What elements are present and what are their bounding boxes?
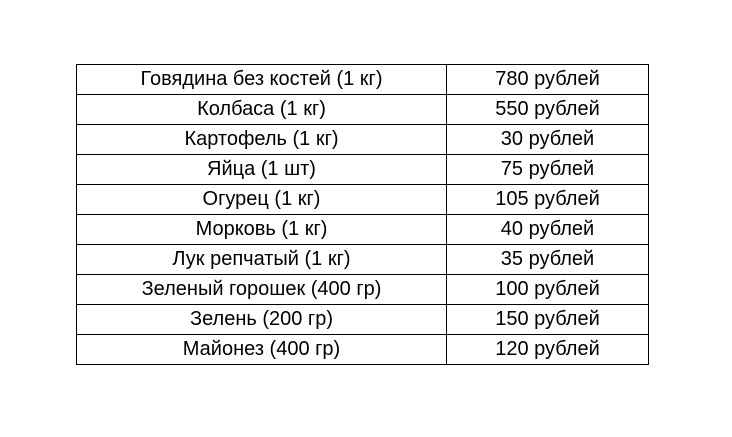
table-row: [77, 125, 649, 155]
table-row: [77, 155, 649, 185]
table-row: [77, 65, 649, 95]
item-price-cell: 780 рублей: [447, 65, 649, 95]
item-name-cell: Зеленый горошек (400 гр): [77, 275, 447, 305]
item-name-cell: Колбаса (1 кг): [77, 95, 447, 125]
item-name-cell: Морковь (1 кг): [77, 215, 447, 245]
item-name-cell: Огурец (1 кг): [77, 185, 447, 215]
table-row: [77, 305, 649, 335]
item-name-cell: Лук репчатый (1 кг): [77, 245, 447, 275]
item-price-cell: 35 рублей: [447, 245, 649, 275]
price-table: [76, 64, 649, 365]
item-name-cell: Зелень (200 гр): [77, 305, 447, 335]
table-row: [77, 215, 649, 245]
item-price-cell: 550 рублей: [447, 95, 649, 125]
table-row: [77, 275, 649, 305]
item-price-cell: 75 рублей: [447, 155, 649, 185]
item-price-cell: 150 рублей: [447, 305, 649, 335]
item-price-cell: 105 рублей: [447, 185, 649, 215]
item-price-cell: 100 рублей: [447, 275, 649, 305]
item-name-cell: Говядина без костей (1 кг): [77, 65, 447, 95]
table-row: [77, 335, 649, 365]
item-price-cell: 30 рублей: [447, 125, 649, 155]
item-price-cell: 120 рублей: [447, 335, 649, 365]
table-row: [77, 185, 649, 215]
item-price-cell: 40 рублей: [447, 215, 649, 245]
item-name-cell: Картофель (1 кг): [77, 125, 447, 155]
item-name-cell: Яйца (1 шт): [77, 155, 447, 185]
table-row: [77, 245, 649, 275]
table-row: [77, 95, 649, 125]
item-name-cell: Майонез (400 гр): [77, 335, 447, 365]
